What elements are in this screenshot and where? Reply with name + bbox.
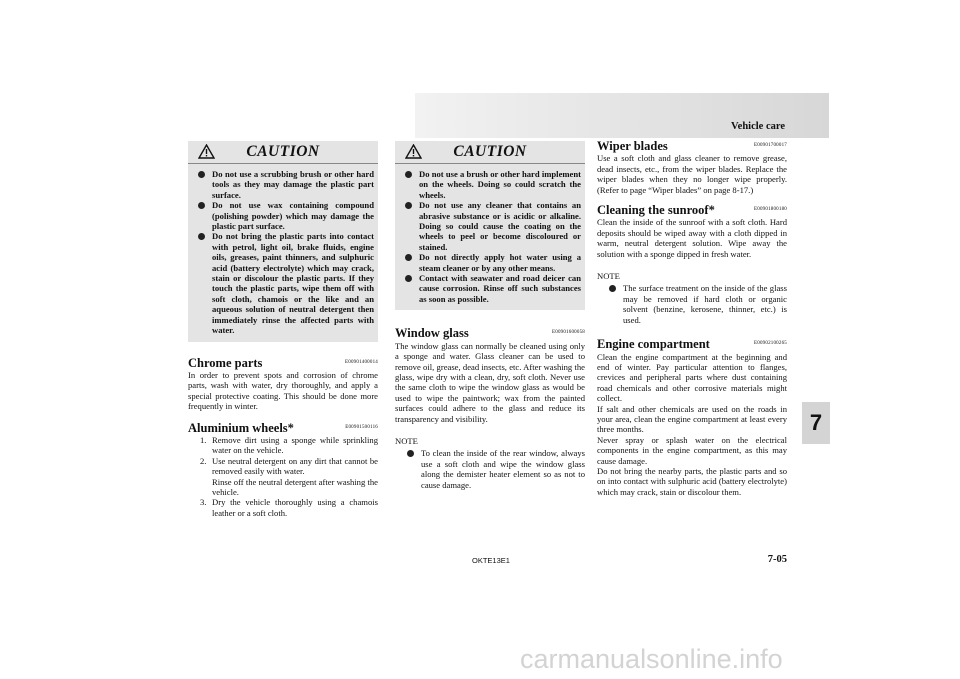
section-code: E00901500116 xyxy=(345,424,378,430)
caution-item: Do not bring the plastic parts into contact with petrol, light oil, brake fluids, engine oils, greases, paint thinners, and sulphuric acid (battery electrolyte) which may crack, stain or discolour the plastic parts. If they touch the plastic parts, wipe them off with soft cloth, chamois or the like and an aqueous solution of neutral detergent then immediately rinse the affected parts with water. xyxy=(198,231,374,335)
caution-title: CAUTION xyxy=(246,142,320,160)
step-text: Remove dirt using a sponge while sprinkling water on the vehicle. xyxy=(212,434,378,456)
section-chrome-parts xyxy=(188,355,378,412)
column-left xyxy=(188,141,378,518)
warning-triangle-icon xyxy=(405,144,422,159)
watermark: carmanualsonline.info xyxy=(520,644,783,674)
section-code: E00901700017 xyxy=(754,143,787,148)
column-middle xyxy=(395,141,585,490)
caution-item: Contact with seawater and road deicer can cause corrosion. Rinse off such substances as soon as possible. xyxy=(405,273,581,304)
page-number: 7-05 xyxy=(767,554,787,565)
step-number: 3. xyxy=(200,497,207,508)
section-text: If salt and other chemicals are used on the roads in your area, clean the engine compartment at least every three months. xyxy=(597,403,787,435)
section-sunroof xyxy=(597,205,787,259)
step-item xyxy=(188,435,378,456)
section-title: Engine compartment xyxy=(597,337,710,352)
step-item xyxy=(188,456,378,498)
running-header: Vehicle care xyxy=(731,121,785,132)
step-number: 1. xyxy=(200,434,207,445)
caution-item: Do not use a scrubbing brush or other hard tools as they may damage the plastic part surface. xyxy=(198,169,374,200)
step-text: Dry the vehicle thoroughly using a chamois leather or a soft cloth. xyxy=(212,497,378,518)
note-label: NOTE xyxy=(597,271,620,282)
step-text: Use neutral detergent on any dirt that cannot be removed easily with water. xyxy=(212,455,378,477)
section-title: Cleaning the sunroof* xyxy=(597,203,715,218)
section-text: Clean the engine compartment at the beginning and end of winter. Pay particular attention to flanges, crevices and peripheral parts where dust containing road chemicals and other corrosive materials might collect. xyxy=(597,351,787,404)
section-text: The window glass can normally be cleaned using only a sponge and water. Glass cleaner can be used to remove oil, grease, dead insects, etc. After washing the glass, wipe dry with a clean, dry, soft cloth. Never use the same cloth to wipe the window glass as would be used to wipe the paintwork; wax from the painted surfaces could adhere to the glass and reduce its transparency and visibility. xyxy=(395,340,585,424)
section-aluminium-wheels xyxy=(188,420,378,519)
caution-title: CAUTION xyxy=(453,142,527,160)
note-item: The surface treatment on the inside of the glass may be removed if hard cloth or organic solvent (benzine, kerosene, thinner, etc.) is used. xyxy=(609,283,787,325)
section-title: Wiper blades xyxy=(597,139,668,153)
section-text: Do not bring the nearby parts, the plastic parts and so on into contact with sulphuric acid (battery electrolyte) which may crack, stain or discolour them. xyxy=(597,465,787,497)
section-window-glass xyxy=(395,328,585,424)
caution-header xyxy=(395,141,585,164)
note-block xyxy=(395,436,585,490)
warning-triangle-icon xyxy=(198,144,215,159)
section-text: Clean the inside of the sunroof with a soft cloth. Hard deposits should be wiped away with a cloth dipped in warm, neutral detergent solution. Wipe away the solution with a sponge dipped in fresh water. xyxy=(597,217,787,259)
caution-box-plastic xyxy=(188,141,378,342)
section-engine-compartment xyxy=(597,339,787,497)
step-item xyxy=(188,497,378,518)
column-right xyxy=(597,141,787,497)
step-number: 2. xyxy=(200,455,207,466)
footer-code: OKTE13E1 xyxy=(472,556,510,565)
caution-box-wheels xyxy=(395,141,585,310)
step-extra-text: Rinse off the neutral detergent after washing the vehicle. xyxy=(212,476,378,497)
caution-header xyxy=(188,141,378,164)
caution-item: Do not directly apply hot water using a steam cleaner or by any other means. xyxy=(405,252,581,273)
section-title: Chrome parts xyxy=(188,355,263,370)
section-text: In order to prevent spots and corrosion of chrome parts, wash with water, dry thoroughly, and apply a special protective coating. This should be done more frequently in winter. xyxy=(188,369,378,412)
caution-item: Do not use any cleaner that contains an abrasive substance or is acidic or alkaline. Doing so could cause the coating on the wheels to peel or become discoloured or stained. xyxy=(405,200,581,252)
section-title: Aluminium wheels* xyxy=(188,420,294,435)
caution-item: Do not use a brush or other hard implement on the wheels. Doing so could scratch the wheels. xyxy=(405,169,581,200)
section-wiper-blades xyxy=(597,141,787,195)
section-code: E00901400014 xyxy=(345,359,378,365)
note-label: NOTE xyxy=(395,435,418,446)
note-item: To clean the inside of the rear window, always use a soft cloth and wipe the window glass along the demister heater element so as not to cause damage. xyxy=(407,448,585,490)
chapter-tab: 7 xyxy=(802,402,830,444)
section-text: Never spray or splash water on the electrical components in the engine compartment, as this may cause damage. xyxy=(597,434,787,466)
section-code: E00901800180 xyxy=(754,207,787,213)
section-text: Use a soft cloth and glass cleaner to remove grease, dead insects, etc., from the wiper blades. Replace the wiper blades when they no longer wipe properly. (Refer to page “Wiper blades” on page 8-17.) xyxy=(597,153,787,195)
note-block xyxy=(597,271,787,325)
section-code: E00902100265 xyxy=(754,341,787,347)
section-title: Window glass xyxy=(395,326,469,341)
section-code: E00901600058 xyxy=(552,330,585,336)
caution-item: Do not use wax containing compound (polishing powder) which may damage the plastic part surface. xyxy=(198,200,374,231)
